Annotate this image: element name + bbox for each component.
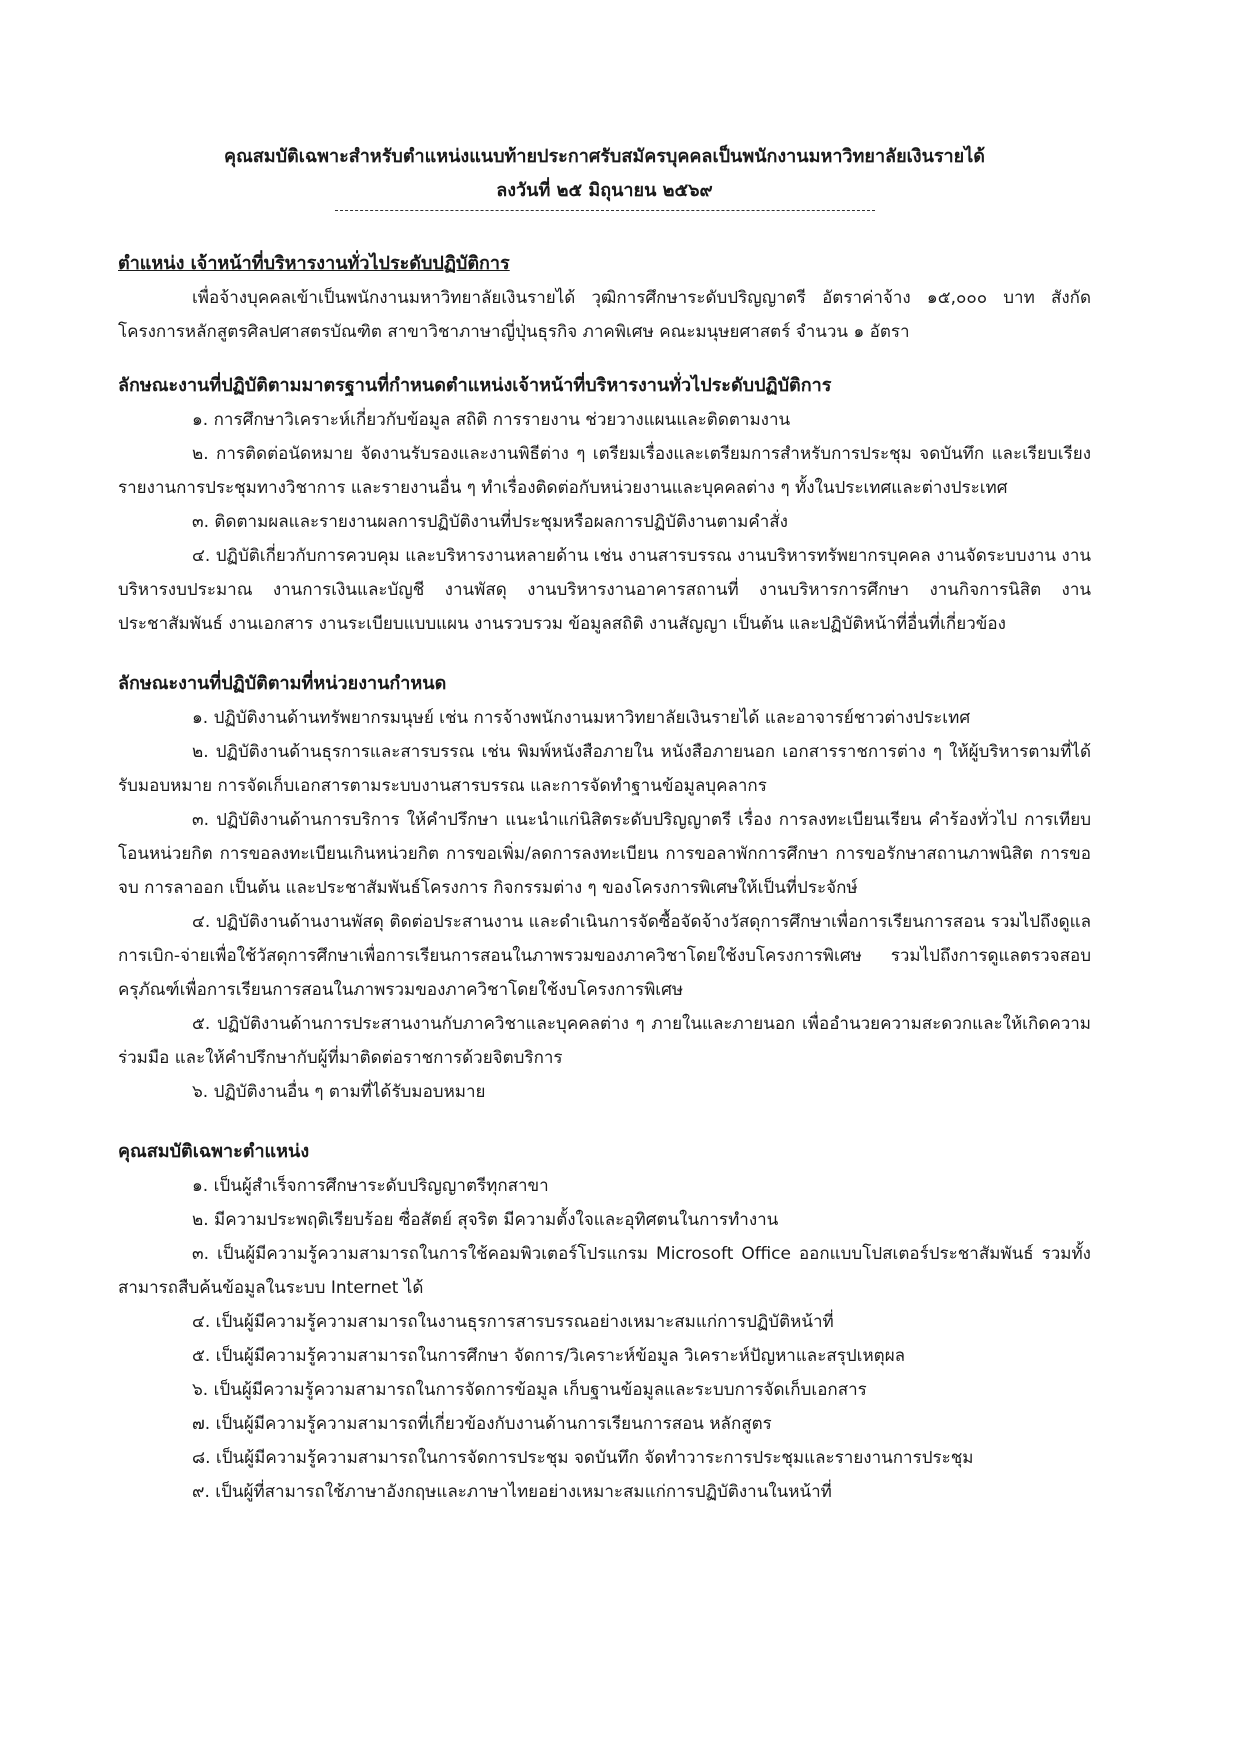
qualification-item: ๒. มีความประพฤติเรียบร้อย ซื่อสัตย์ สุจริต มีความตั้งใจและอุทิศตนในการทำงาน: [192, 1210, 779, 1230]
qualification-item: ๓. เป็นผู้มีความรู้ความสามารถในการใช้คอมพิวเตอร์โปรแกรม Microsoft Office ออกแบบโปสเตอร์ประชาสัมพันธ์ รวมทั้งสามารถสืบค้นข้อมูลในระบบ Internet ได้: [118, 1244, 1091, 1298]
standard-duty-item: ๒. การติดต่อนัดหมาย จัดงานรับรองและงานพิธีต่าง ๆ เตรียมเรื่องและเตรียมการสำหรับการประชุม จดบันทึก และเรียบเรียงรายงานการประชุมทางวิชาการ และรายงานอื่น ๆ ทำเรื่องติดต่อกับหน่วยงานและบุคคลต่าง ๆ ทั้งในประเทศและต่างประเทศ: [118, 444, 1091, 498]
unit-duty-item: ๒. ปฏิบัติงานด้านธุรการและสารบรรณ เช่น พิมพ์หนังสือภายใน หนังสือภายนอก เอกสารราชการต่าง ๆ ให้ผู้บริหารตามที่ได้รับมอบหมาย การจัดเก็บเอกสารตามระบบงานสารบรรณ และการจัดทำฐานข้อมูลบุคลากร: [118, 742, 1092, 796]
qualification-item: ๖. เป็นผู้มีความรู้ความสามารถในการจัดการข้อมูล เก็บฐานข้อมูลและระบบการจัดเก็บเอกสาร: [192, 1380, 867, 1400]
unit-duty-item: ๑. ปฏิบัติงานด้านทรัพยากรมนุษย์ เช่น การจ้างพนักงานมหาวิทยาลัยเงินรายได้ และอาจารย์ชาวต่างประเทศ: [192, 708, 971, 728]
document-title: คุณสมบัติเฉพาะสำหรับตำแหน่งแนบท้ายประกาศรับสมัครบุคคลเป็นพนักงานมหาวิทยาลัยเงินรายได้: [224, 146, 985, 167]
unit-duty-item: ๖. ปฏิบัติงานอื่น ๆ ตามที่ได้รับมอบหมาย: [192, 1082, 486, 1102]
qualification-item: ๑. เป็นผู้สำเร็จการศึกษาระดับปริญญาตรีทุกสาขา: [192, 1176, 549, 1196]
document-header: [118, 0, 1091, 208]
qualification-item: ๘. เป็นผู้มีความรู้ความสามารถในการจัดการประชุม จดบันทึก จัดทำวาระการประชุมและรายงานการประชุม: [192, 1448, 974, 1468]
standard-duty-item: ๓. ติดตามผลและรายงานผลการปฏิบัติงานที่ประชุมหรือผลการปฏิบัติงานตามคำสั่ง: [192, 512, 788, 532]
document-date: ลงวันที่ ๒๕ มิถุนายน ๒๕๖๙: [496, 180, 713, 201]
qualification-item: ๙. เป็นผู้ที่สามารถใช้ภาษาอังกฤษและภาษาไทยอย่างเหมาะสมแก่การปฏิบัติงานในหน้าที่: [192, 1482, 832, 1502]
standard-duty-item: ๑. การศึกษาวิเคราะห์เกี่ยวกับข้อมูล สถิติ การรายงาน ช่วยวางแผนและติดตามงาน: [192, 410, 791, 430]
standard-duties-heading: ลักษณะงานที่ปฏิบัติตามมาตรฐานที่กำหนดตำแหน่งเจ้าหน้าที่บริหารงานทั่วไประดับปฏิบัติการ: [118, 375, 832, 396]
qualification-item: ๕. เป็นผู้มีความรู้ความสามารถในการศึกษา จัดการ/วิเคราะห์ข้อมูล วิเคราะห์ปัญหาและสรุปเหตุผล: [192, 1346, 906, 1366]
standard-duty-item: ๔. ปฏิบัติเกี่ยวกับการควบคุม และบริหารงานหลายด้าน เช่น งานสารบรรณ งานบริหารทรัพยากรบุคคล งานจัดระบบงาน งานบริหารงบประมาณ งานการเงินและบัญชี งานพัสดุ งานบริหารงานอาคารสถานที่ งานบริหารการศึกษา งานกิจการนิสิต งานประชาสัมพันธ์ งานเอกสาร งานระเบียบแบบแผน งานรวบรวม ข้อมูลสถิติ งานสัญญา เป็นต้น และปฏิบัติหน้าที่อื่นที่เกี่ยวข้อง: [118, 546, 1091, 634]
unit-duty-item: ๔. ปฏิบัติงานด้านงานพัสดุ ติดต่อประสานงาน และดำเนินการจัดซื้อจัดจ้างวัสดุการศึกษาเพื่อการเรียนการสอน รวมไปถึงดูแลการเบิก-จ่ายเพื่อใช้วัสดุการศึกษาเพื่อการเรียนการสอนในภาพรวมของภาควิชาโดยใช้งบโครงการพิเศษ รวมไปถึงการดูแลตรวจสอบครุภัณฑ์เพื่อการเรียนการสอนในภาพรวมของภาควิชาโดยใช้งบโครงการพิเศษ: [118, 912, 1091, 1000]
qualifications-heading: คุณสมบัติเฉพาะตำแหน่ง: [118, 1141, 310, 1162]
position-description: เพื่อจ้างบุคคลเข้าเป็นพนักงานมหาวิทยาลัยเงินรายได้ วุฒิการศึกษาระดับปริญญาตรี อัตราค่าจ้าง ๑๕,๐๐๐ บาท สังกัดโครงการหลักสูตรศิลปศาสตรบัณฑิต สาขาวิชาภาษาญี่ปุ่นธุรกิจ ภาคพิเศษ คณะมนุษยศาสตร์ จำนวน ๑ อัตรา: [118, 288, 1091, 342]
position-heading: ตำแหน่ง เจ้าหน้าที่บริหารงานทั่วไประดับปฏิบัติการ: [118, 253, 510, 274]
qualification-item: ๔. เป็นผู้มีความรู้ความสามารถในงานธุรการสารบรรณอย่างเหมาะสมแก่การปฏิบัติหน้าที่: [192, 1312, 834, 1332]
qualification-item: ๗. เป็นผู้มีความรู้ความสามารถที่เกี่ยวข้องกับงานด้านการเรียนการสอน หลักสูตร: [192, 1414, 772, 1434]
unit-duty-item: ๓. ปฏิบัติงานด้านการบริการ ให้คำปรึกษา แนะนำแก่นิสิตระดับปริญญาตรี เรื่อง การลงทะเบียนเรียน คำร้องทั่วไป การเทียบโอนหน่วยกิต การขอลงทะเบียนเกินหน่วยกิต การขอเพิ่ม/ลดการลงทะเบียน การขอลาพักการศึกษา การขอรักษาสถานภาพนิสิต การขอจบ การลาออก เป็นต้น และประชาสัมพันธ์โครงการ กิจกรรมต่าง ๆ ของโครงการพิเศษให้เป็นที่ประจักษ์: [118, 810, 1091, 898]
unit-duty-item: ๕. ปฏิบัติงานด้านการประสานงานกับภาควิชาและบุคคลต่าง ๆ ภายในและภายนอก เพื่ออำนวยความสะดวกและให้เกิดความร่วมมือ และให้คำปรึกษากับผู้ที่มาติดต่อราชการด้วยจิตบริการ: [118, 1014, 1091, 1068]
unit-duties-heading: ลักษณะงานที่ปฏิบัติตามที่หน่วยงานกำหนด: [118, 673, 447, 694]
